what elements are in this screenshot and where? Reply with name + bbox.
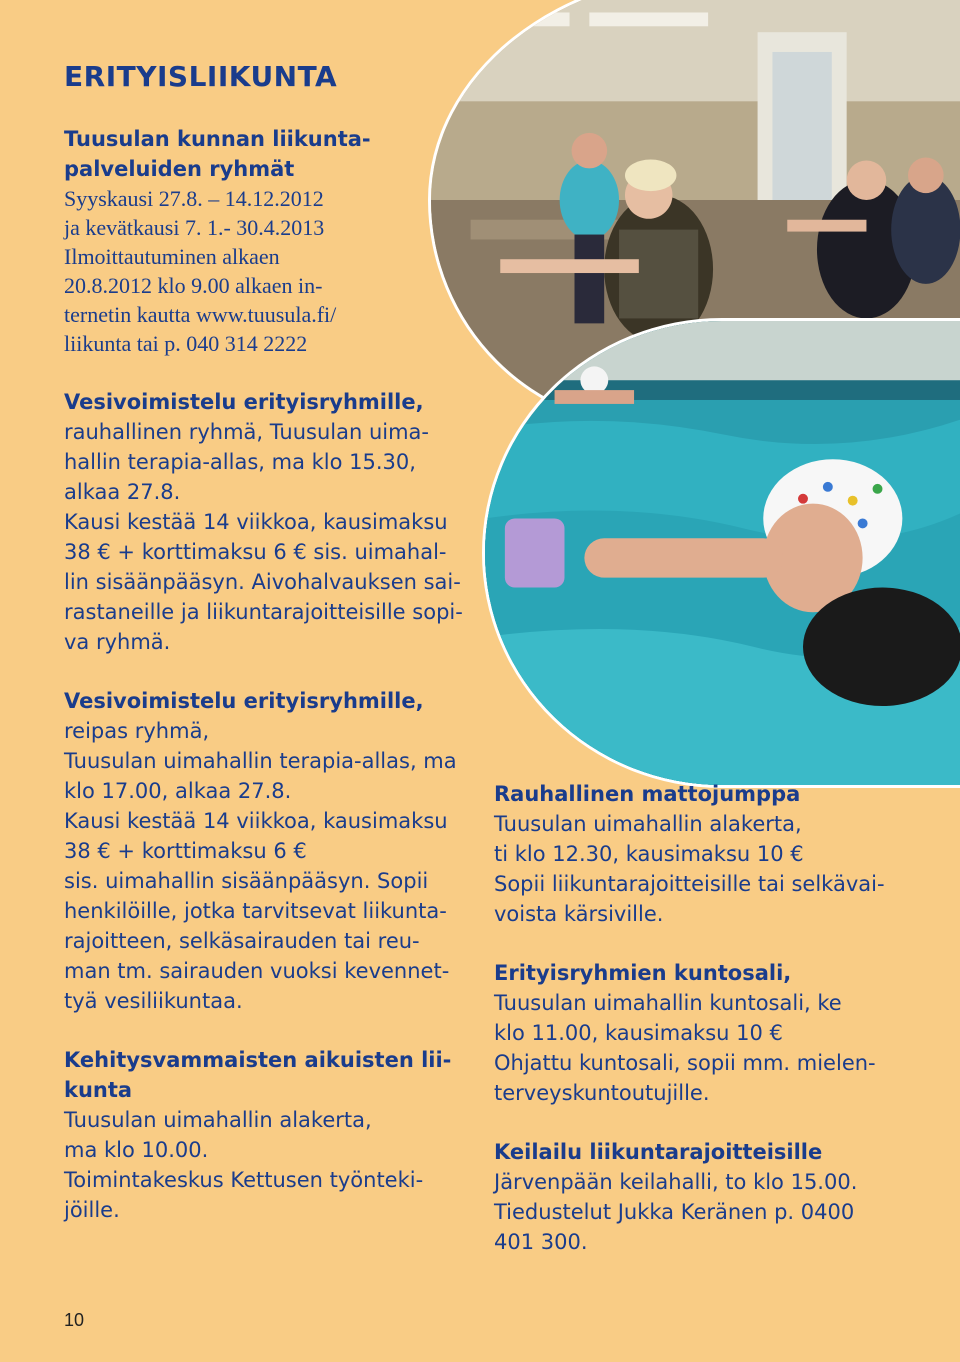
photo-aqua-exercise [482,318,960,788]
section-mat-gym [494,779,914,929]
section-body: Tuusulan uimahallin alakerta, ma klo 10.00. Toimintakeskus Kettusen työnteki- jöille. [64,1108,424,1222]
section-body: Tuusulan uimahallin kuntosali, ke klo 11.00, kausimaksu 10 € Ohjattu kuntosali, sopii mm. mielen- terveyskuntoutujille. [494,991,876,1105]
section-heading: Rauhallinen mattojumppa [494,782,801,806]
section-heading: Vesivoimistelu erityisryhmille, [64,689,424,713]
section-body: Järvenpään keilahalli, to klo 15.00. Tiedustelut Jukka Keränen p. 0400 401 300. [494,1170,858,1254]
section-body: reipas ryhmä, Tuusulan uimahallin terapia-allas, ma klo 17.00, alkaa 27.8. Kausi kestää 14 viikkoa, kausimaksu 38 € + korttimaksu 6 € sis. uimahallin sisäänpääsyn. Sopii henkilöille, jotka tarvitsevat liikunta- rajoitteen, selkäsairauden tai reu- man tm. sairauden vuoksi kevennet- tyä vesiliikuntaa. [64,719,457,1013]
section-heading: Erityisryhmien kuntosali, [494,961,792,985]
section-heading: Kehitysvammaisten aikuisten lii- kunta [64,1048,452,1102]
page-title: ERITYISLIIKUNTA [64,60,338,93]
section-bowling [494,1137,914,1257]
section-body: rauhallinen ryhmä, Tuusulan uima- hallin terapia-allas, ma klo 15.30, alkaa 27.8. Kausi kestää 14 viikkoa, kausimaksu 38 € + korttimaksu 6 € sis. uimahal- lin sisäänpääsyn. Aivohalvauksen sai- rastaneille ja liikuntarajoitteisille sopi- va ryhmä. [64,420,463,654]
left-column [64,124,484,1254]
section-body: Syyskausi 27.8. – 14.12.2012 ja kevätkausi 7. 1.- 30.4.2013 Ilmoittautuminen alkaen 20.8.2012 klo 9.00 alkaen in- ternetin kautta www.tuusula.fi/ liikunta tai p. 040 314 2222 [64,186,337,356]
right-column [494,779,914,1286]
section-municipal-groups [64,124,484,358]
page-number: 10 [64,1310,85,1330]
section-aqua-brisk [64,686,484,1016]
aqua-exercise-image [485,321,960,785]
section-heading: Keilailu liikuntarajoitteisille [494,1140,823,1164]
section-special-gym [494,958,914,1108]
section-aqua-calm [64,387,484,657]
section-heading: Vesivoimistelu erityisryhmille, [64,390,424,414]
section-disabled-adults [64,1045,484,1225]
section-body: Tuusulan uimahallin alakerta, ti klo 12.30, kausimaksu 10 € Sopii liikuntarajoitteisille tai selkävai- voista kärsiville. [494,812,885,926]
section-heading: Tuusulan kunnan liikunta- palveluiden ryhmät [64,127,371,181]
